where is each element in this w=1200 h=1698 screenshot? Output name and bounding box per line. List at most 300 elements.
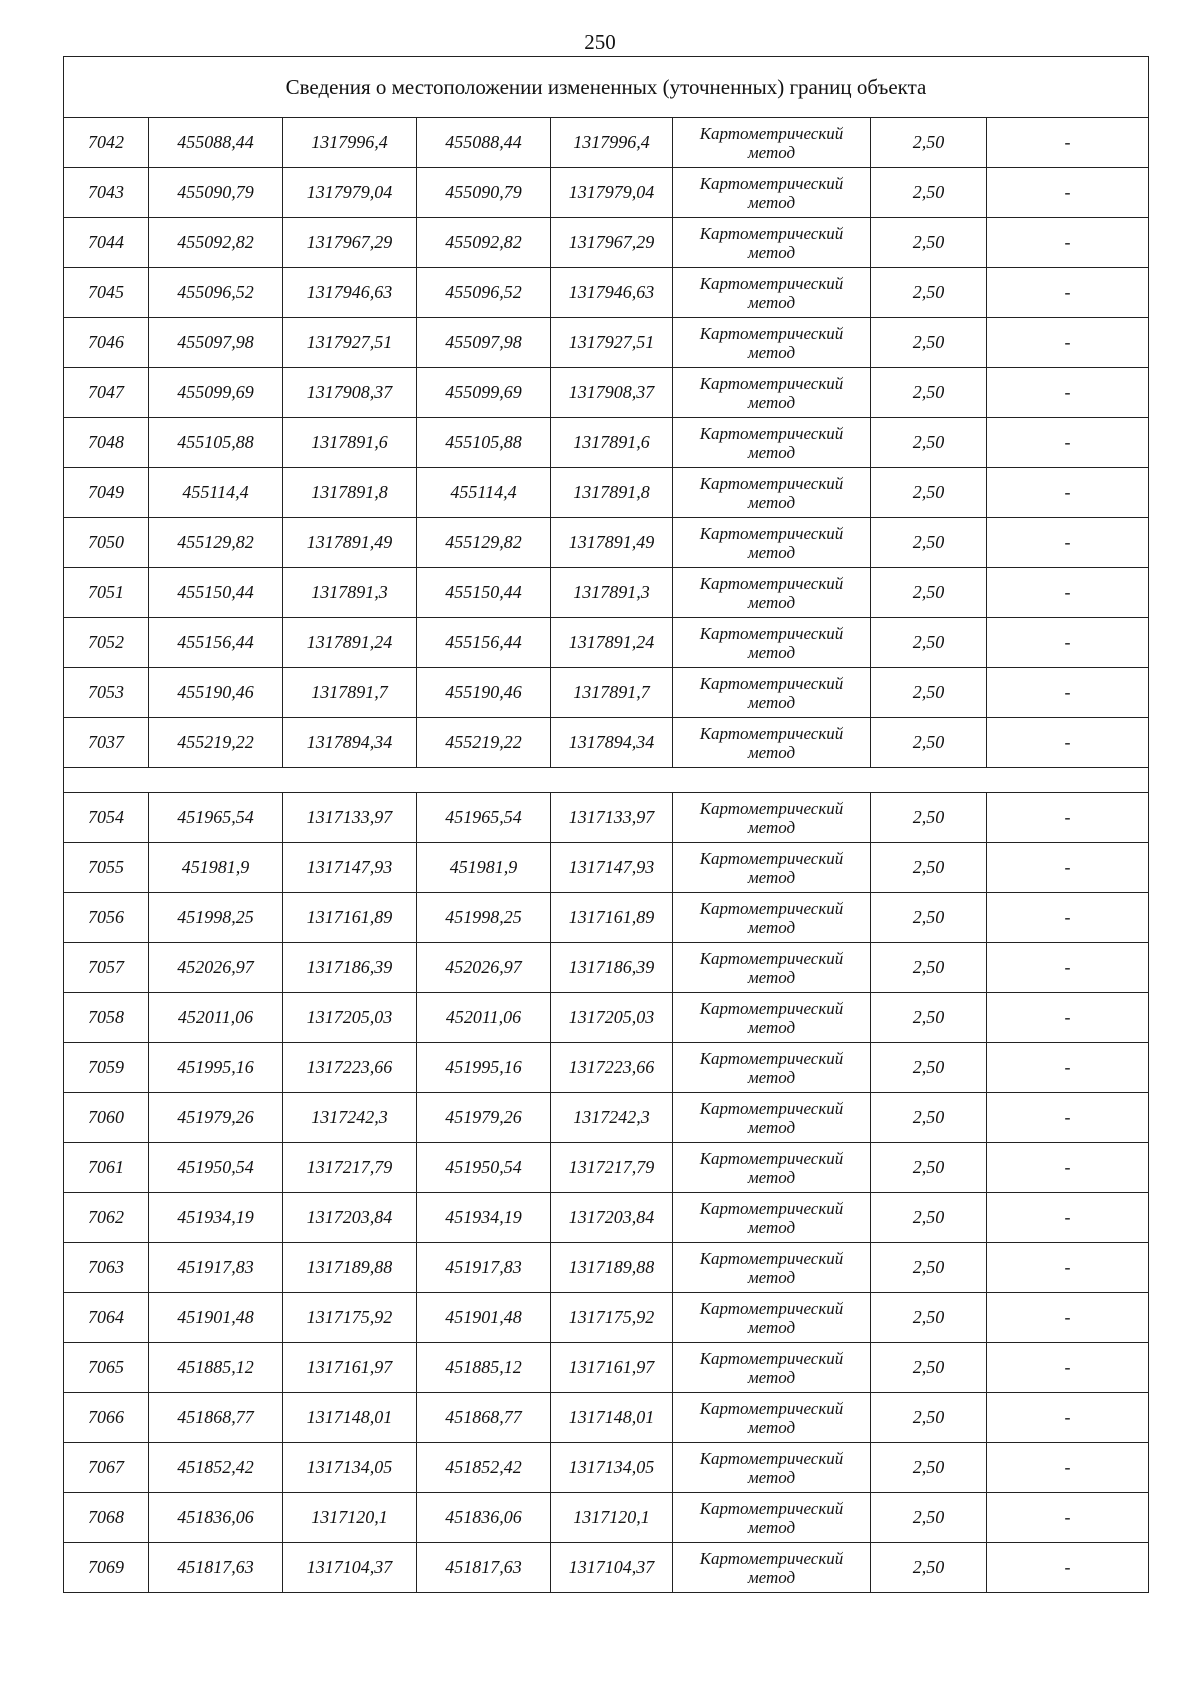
table-row (64, 1143, 1149, 1193)
point-number-cell: 7060 (64, 1093, 149, 1143)
note-cell: - (987, 1043, 1149, 1093)
table-row (64, 893, 1149, 943)
x-existing-cell: 451979,26 (149, 1093, 283, 1143)
y-existing-cell: 1317891,3 (283, 568, 417, 618)
y-existing-cell: 1317946,63 (283, 268, 417, 318)
method-line-1: Картометрический (699, 1098, 844, 1118)
method-cell (673, 118, 871, 168)
note-cell: - (987, 618, 1149, 668)
x-existing-cell: 455156,44 (149, 618, 283, 668)
accuracy-cell: 2,50 (871, 118, 987, 168)
x-existing-cell: 451852,42 (149, 1443, 283, 1493)
table-row (64, 118, 1149, 168)
point-number-cell: 7059 (64, 1043, 149, 1093)
method-line-2: метод (747, 1167, 796, 1187)
accuracy-cell: 2,50 (871, 368, 987, 418)
accuracy-cell: 2,50 (871, 1093, 987, 1143)
note-cell: - (987, 568, 1149, 618)
group-separator-cell (64, 768, 1149, 793)
x-refined-cell: 451917,83 (417, 1243, 551, 1293)
method-line-1: Картометрический (699, 723, 844, 743)
x-existing-cell: 455090,79 (149, 168, 283, 218)
point-number-cell: 7064 (64, 1293, 149, 1343)
point-number-cell: 7051 (64, 568, 149, 618)
method-cell (673, 218, 871, 268)
table-row (64, 993, 1149, 1043)
x-existing-cell: 455088,44 (149, 118, 283, 168)
method-line-1: Картометрический (699, 173, 844, 193)
point-number-cell: 7058 (64, 993, 149, 1043)
y-refined-cell: 1317891,49 (551, 518, 673, 568)
y-refined-cell: 1317161,89 (551, 893, 673, 943)
y-existing-cell: 1317134,05 (283, 1443, 417, 1493)
y-refined-cell: 1317891,6 (551, 418, 673, 468)
accuracy-cell: 2,50 (871, 218, 987, 268)
accuracy-cell: 2,50 (871, 843, 987, 893)
method-line-1: Картометрический (699, 1548, 844, 1568)
method-line-2: метод (747, 867, 796, 887)
method-line-1: Картометрический (699, 848, 844, 868)
method-cell (673, 368, 871, 418)
y-existing-cell: 1317967,29 (283, 218, 417, 268)
point-number-cell: 7054 (64, 793, 149, 843)
method-cell (673, 418, 871, 468)
table-row (64, 318, 1149, 368)
x-existing-cell: 451817,63 (149, 1543, 283, 1593)
x-refined-cell: 452026,97 (417, 943, 551, 993)
table-row (64, 1193, 1149, 1243)
note-cell: - (987, 1143, 1149, 1193)
y-refined-cell: 1317161,97 (551, 1343, 673, 1393)
method-cell (673, 268, 871, 318)
accuracy-cell: 2,50 (871, 1293, 987, 1343)
y-refined-cell: 1317946,63 (551, 268, 673, 318)
table-row (64, 1393, 1149, 1443)
y-refined-cell: 1317908,37 (551, 368, 673, 418)
table-title: Сведения о местоположении измененных (уточненных) границ объекта (64, 57, 1149, 118)
x-refined-cell: 455190,46 (417, 668, 551, 718)
x-existing-cell: 455099,69 (149, 368, 283, 418)
note-cell: - (987, 1493, 1149, 1543)
point-number-cell: 7037 (64, 718, 149, 768)
point-number-cell: 7053 (64, 668, 149, 718)
method-line-2: метод (747, 1517, 796, 1537)
y-refined-cell: 1317891,7 (551, 668, 673, 718)
table-body (64, 57, 1149, 1593)
y-existing-cell: 1317175,92 (283, 1293, 417, 1343)
method-line-1: Картометрический (699, 1298, 844, 1318)
note-cell: - (987, 518, 1149, 568)
method-line-1: Картометрический (699, 573, 844, 593)
table-row (64, 943, 1149, 993)
y-refined-cell: 1317891,3 (551, 568, 673, 618)
x-refined-cell: 455099,69 (417, 368, 551, 418)
note-cell: - (987, 1193, 1149, 1243)
x-existing-cell: 455096,52 (149, 268, 283, 318)
method-cell (673, 618, 871, 668)
method-line-1: Картометрический (699, 1148, 844, 1168)
y-refined-cell: 1317186,39 (551, 943, 673, 993)
method-line-2: метод (747, 442, 796, 462)
boundary-points-table (63, 56, 1149, 1593)
x-refined-cell: 455097,98 (417, 318, 551, 368)
method-line-2: метод (747, 1217, 796, 1237)
method-cell (673, 568, 871, 618)
note-cell: - (987, 268, 1149, 318)
accuracy-cell: 2,50 (871, 468, 987, 518)
x-existing-cell: 451901,48 (149, 1293, 283, 1343)
method-cell (673, 1243, 871, 1293)
y-existing-cell: 1317891,24 (283, 618, 417, 668)
method-line-2: метод (747, 242, 796, 262)
y-existing-cell: 1317891,7 (283, 668, 417, 718)
table-row (64, 268, 1149, 318)
y-refined-cell: 1317205,03 (551, 993, 673, 1043)
note-cell: - (987, 118, 1149, 168)
method-cell (673, 1393, 871, 1443)
method-cell (673, 718, 871, 768)
x-refined-cell: 451934,19 (417, 1193, 551, 1243)
x-refined-cell: 451836,06 (417, 1493, 551, 1543)
y-existing-cell: 1317891,8 (283, 468, 417, 518)
accuracy-cell: 2,50 (871, 1193, 987, 1243)
x-refined-cell: 455096,52 (417, 268, 551, 318)
method-cell (673, 1143, 871, 1193)
method-line-1: Картометрический (699, 423, 844, 443)
table-row (64, 418, 1149, 468)
method-line-1: Картометрический (699, 623, 844, 643)
x-refined-cell: 455090,79 (417, 168, 551, 218)
y-existing-cell: 1317217,79 (283, 1143, 417, 1193)
method-line-2: метод (747, 392, 796, 412)
point-number-cell: 7044 (64, 218, 149, 268)
group-separator-row (64, 768, 1149, 793)
x-refined-cell: 455105,88 (417, 418, 551, 468)
table-row (64, 793, 1149, 843)
point-number-cell: 7047 (64, 368, 149, 418)
point-number-cell: 7067 (64, 1443, 149, 1493)
point-number-cell: 7042 (64, 118, 149, 168)
y-refined-cell: 1317223,66 (551, 1043, 673, 1093)
y-refined-cell: 1317120,1 (551, 1493, 673, 1543)
y-refined-cell: 1317967,29 (551, 218, 673, 268)
x-refined-cell: 455150,44 (417, 568, 551, 618)
x-refined-cell: 451981,9 (417, 843, 551, 893)
accuracy-cell: 2,50 (871, 893, 987, 943)
note-cell: - (987, 468, 1149, 518)
note-cell: - (987, 1093, 1149, 1143)
method-line-1: Картометрический (699, 1398, 844, 1418)
method-line-1: Картометрический (699, 323, 844, 343)
x-existing-cell: 451998,25 (149, 893, 283, 943)
point-number-cell: 7055 (64, 843, 149, 893)
method-cell (673, 1093, 871, 1143)
method-line-2: метод (747, 142, 796, 162)
method-cell (673, 468, 871, 518)
y-refined-cell: 1317891,8 (551, 468, 673, 518)
y-refined-cell: 1317894,34 (551, 718, 673, 768)
note-cell: - (987, 1443, 1149, 1493)
method-line-2: метод (747, 1067, 796, 1087)
y-refined-cell: 1317217,79 (551, 1143, 673, 1193)
method-cell (673, 1293, 871, 1343)
table-row (64, 618, 1149, 668)
point-number-cell: 7061 (64, 1143, 149, 1193)
x-existing-cell: 451995,16 (149, 1043, 283, 1093)
method-cell (673, 518, 871, 568)
point-number-cell: 7043 (64, 168, 149, 218)
y-existing-cell: 1317891,49 (283, 518, 417, 568)
y-existing-cell: 1317205,03 (283, 993, 417, 1043)
accuracy-cell: 2,50 (871, 168, 987, 218)
point-number-cell: 7056 (64, 893, 149, 943)
method-line-2: метод (747, 1317, 796, 1337)
x-existing-cell: 451868,77 (149, 1393, 283, 1443)
x-existing-cell: 455190,46 (149, 668, 283, 718)
y-existing-cell: 1317223,66 (283, 1043, 417, 1093)
y-existing-cell: 1317908,37 (283, 368, 417, 418)
x-refined-cell: 455219,22 (417, 718, 551, 768)
accuracy-cell: 2,50 (871, 618, 987, 668)
x-existing-cell: 451917,83 (149, 1243, 283, 1293)
note-cell: - (987, 668, 1149, 718)
x-existing-cell: 451950,54 (149, 1143, 283, 1193)
y-existing-cell: 1317189,88 (283, 1243, 417, 1293)
accuracy-cell: 2,50 (871, 668, 987, 718)
x-refined-cell: 451885,12 (417, 1343, 551, 1393)
x-existing-cell: 451965,54 (149, 793, 283, 843)
x-existing-cell: 451981,9 (149, 843, 283, 893)
y-existing-cell: 1317891,6 (283, 418, 417, 468)
point-number-cell: 7052 (64, 618, 149, 668)
method-line-1: Картометрический (699, 523, 844, 543)
y-refined-cell: 1317203,84 (551, 1193, 673, 1243)
method-cell (673, 993, 871, 1043)
method-line-1: Картометрический (699, 948, 844, 968)
x-refined-cell: 452011,06 (417, 993, 551, 1043)
x-refined-cell: 451901,48 (417, 1293, 551, 1343)
method-line-1: Картометрический (699, 1448, 844, 1468)
x-existing-cell: 451885,12 (149, 1343, 283, 1393)
method-line-2: метод (747, 1417, 796, 1437)
x-refined-cell: 455092,82 (417, 218, 551, 268)
x-existing-cell: 451836,06 (149, 1493, 283, 1543)
y-existing-cell: 1317120,1 (283, 1493, 417, 1543)
accuracy-cell: 2,50 (871, 1393, 987, 1443)
method-line-1: Картометрический (699, 473, 844, 493)
x-refined-cell: 451965,54 (417, 793, 551, 843)
y-refined-cell: 1317133,97 (551, 793, 673, 843)
x-refined-cell: 451950,54 (417, 1143, 551, 1193)
note-cell: - (987, 1393, 1149, 1443)
method-line-1: Картометрический (699, 223, 844, 243)
x-existing-cell: 452011,06 (149, 993, 283, 1043)
x-refined-cell: 455114,4 (417, 468, 551, 518)
x-existing-cell: 452026,97 (149, 943, 283, 993)
y-refined-cell: 1317104,37 (551, 1543, 673, 1593)
method-line-1: Картометрический (699, 373, 844, 393)
note-cell: - (987, 218, 1149, 268)
y-existing-cell: 1317133,97 (283, 793, 417, 843)
note-cell: - (987, 943, 1149, 993)
x-refined-cell: 451979,26 (417, 1093, 551, 1143)
note-cell: - (987, 718, 1149, 768)
x-refined-cell: 451868,77 (417, 1393, 551, 1443)
point-number-cell: 7048 (64, 418, 149, 468)
table-row (64, 218, 1149, 268)
note-cell: - (987, 168, 1149, 218)
accuracy-cell: 2,50 (871, 1143, 987, 1193)
accuracy-cell: 2,50 (871, 418, 987, 468)
point-number-cell: 7065 (64, 1343, 149, 1393)
method-line-2: метод (747, 817, 796, 837)
note-cell: - (987, 1543, 1149, 1593)
table-row (64, 1243, 1149, 1293)
table-row (64, 368, 1149, 418)
x-refined-cell: 455156,44 (417, 618, 551, 668)
point-number-cell: 7068 (64, 1493, 149, 1543)
note-cell: - (987, 843, 1149, 893)
accuracy-cell: 2,50 (871, 1493, 987, 1543)
accuracy-cell: 2,50 (871, 518, 987, 568)
x-existing-cell: 455129,82 (149, 518, 283, 568)
accuracy-cell: 2,50 (871, 1043, 987, 1093)
point-number-cell: 7045 (64, 268, 149, 318)
accuracy-cell: 2,50 (871, 943, 987, 993)
accuracy-cell: 2,50 (871, 1343, 987, 1393)
x-existing-cell: 455097,98 (149, 318, 283, 368)
method-line-2: метод (747, 917, 796, 937)
method-cell (673, 1493, 871, 1543)
method-line-1: Картометрический (699, 798, 844, 818)
table-row (64, 668, 1149, 718)
x-refined-cell: 451998,25 (417, 893, 551, 943)
x-existing-cell: 455092,82 (149, 218, 283, 268)
x-existing-cell: 451934,19 (149, 1193, 283, 1243)
x-refined-cell: 451817,63 (417, 1543, 551, 1593)
method-cell (673, 1443, 871, 1493)
method-line-1: Картометрический (699, 273, 844, 293)
y-existing-cell: 1317996,4 (283, 118, 417, 168)
method-line-2: метод (747, 592, 796, 612)
y-existing-cell: 1317148,01 (283, 1393, 417, 1443)
x-existing-cell: 455114,4 (149, 468, 283, 518)
accuracy-cell: 2,50 (871, 1543, 987, 1593)
note-cell: - (987, 1343, 1149, 1393)
point-number-cell: 7057 (64, 943, 149, 993)
y-existing-cell: 1317161,89 (283, 893, 417, 943)
method-line-2: метод (747, 642, 796, 662)
table-row (64, 1343, 1149, 1393)
accuracy-cell: 2,50 (871, 318, 987, 368)
point-number-cell: 7046 (64, 318, 149, 368)
method-line-1: Картометрический (699, 1048, 844, 1068)
method-line-2: метод (747, 1367, 796, 1387)
method-line-1: Картометрический (699, 998, 844, 1018)
point-number-cell: 7063 (64, 1243, 149, 1293)
y-existing-cell: 1317104,37 (283, 1543, 417, 1593)
x-refined-cell: 451852,42 (417, 1443, 551, 1493)
method-line-2: метод (747, 1567, 796, 1587)
x-refined-cell: 451995,16 (417, 1043, 551, 1093)
accuracy-cell: 2,50 (871, 268, 987, 318)
note-cell: - (987, 1243, 1149, 1293)
method-cell (673, 668, 871, 718)
x-existing-cell: 455150,44 (149, 568, 283, 618)
method-line-2: метод (747, 342, 796, 362)
y-refined-cell: 1317134,05 (551, 1443, 673, 1493)
y-refined-cell: 1317996,4 (551, 118, 673, 168)
y-refined-cell: 1317927,51 (551, 318, 673, 368)
x-refined-cell: 455088,44 (417, 118, 551, 168)
table-row (64, 568, 1149, 618)
note-cell: - (987, 1293, 1149, 1343)
accuracy-cell: 2,50 (871, 1443, 987, 1493)
method-cell (673, 843, 871, 893)
method-cell (673, 943, 871, 993)
note-cell: - (987, 318, 1149, 368)
y-existing-cell: 1317242,3 (283, 1093, 417, 1143)
x-existing-cell: 455105,88 (149, 418, 283, 468)
y-refined-cell: 1317148,01 (551, 1393, 673, 1443)
method-line-1: Картометрический (699, 1348, 844, 1368)
x-existing-cell: 455219,22 (149, 718, 283, 768)
table-row (64, 518, 1149, 568)
method-cell (673, 793, 871, 843)
table-row (64, 843, 1149, 893)
table-row (64, 1093, 1149, 1143)
method-line-2: метод (747, 192, 796, 212)
table-row (64, 468, 1149, 518)
point-number-cell: 7066 (64, 1393, 149, 1443)
table-title-row (64, 57, 1149, 118)
method-cell (673, 1043, 871, 1093)
y-existing-cell: 1317979,04 (283, 168, 417, 218)
method-cell (673, 1543, 871, 1593)
table-row (64, 718, 1149, 768)
point-number-cell: 7062 (64, 1193, 149, 1243)
method-cell (673, 318, 871, 368)
table-row (64, 1443, 1149, 1493)
method-line-1: Картометрический (699, 123, 844, 143)
method-line-2: метод (747, 1117, 796, 1137)
method-line-2: метод (747, 1467, 796, 1487)
method-line-1: Картометрический (699, 1198, 844, 1218)
method-line-1: Картометрический (699, 1248, 844, 1268)
method-line-2: метод (747, 542, 796, 562)
page-number: 250 (584, 30, 616, 54)
accuracy-cell: 2,50 (871, 1243, 987, 1293)
y-refined-cell: 1317242,3 (551, 1093, 673, 1143)
method-cell (673, 893, 871, 943)
note-cell: - (987, 993, 1149, 1043)
method-line-2: метод (747, 692, 796, 712)
method-line-2: метод (747, 1017, 796, 1037)
y-refined-cell: 1317891,24 (551, 618, 673, 668)
y-refined-cell: 1317175,92 (551, 1293, 673, 1343)
table-row (64, 1043, 1149, 1093)
y-existing-cell: 1317186,39 (283, 943, 417, 993)
method-line-1: Картометрический (699, 1498, 844, 1518)
y-existing-cell: 1317927,51 (283, 318, 417, 368)
x-refined-cell: 455129,82 (417, 518, 551, 568)
method-line-2: метод (747, 1267, 796, 1287)
y-refined-cell: 1317147,93 (551, 843, 673, 893)
table-row (64, 1543, 1149, 1593)
table-row (64, 1293, 1149, 1343)
table-row (64, 168, 1149, 218)
y-refined-cell: 1317979,04 (551, 168, 673, 218)
